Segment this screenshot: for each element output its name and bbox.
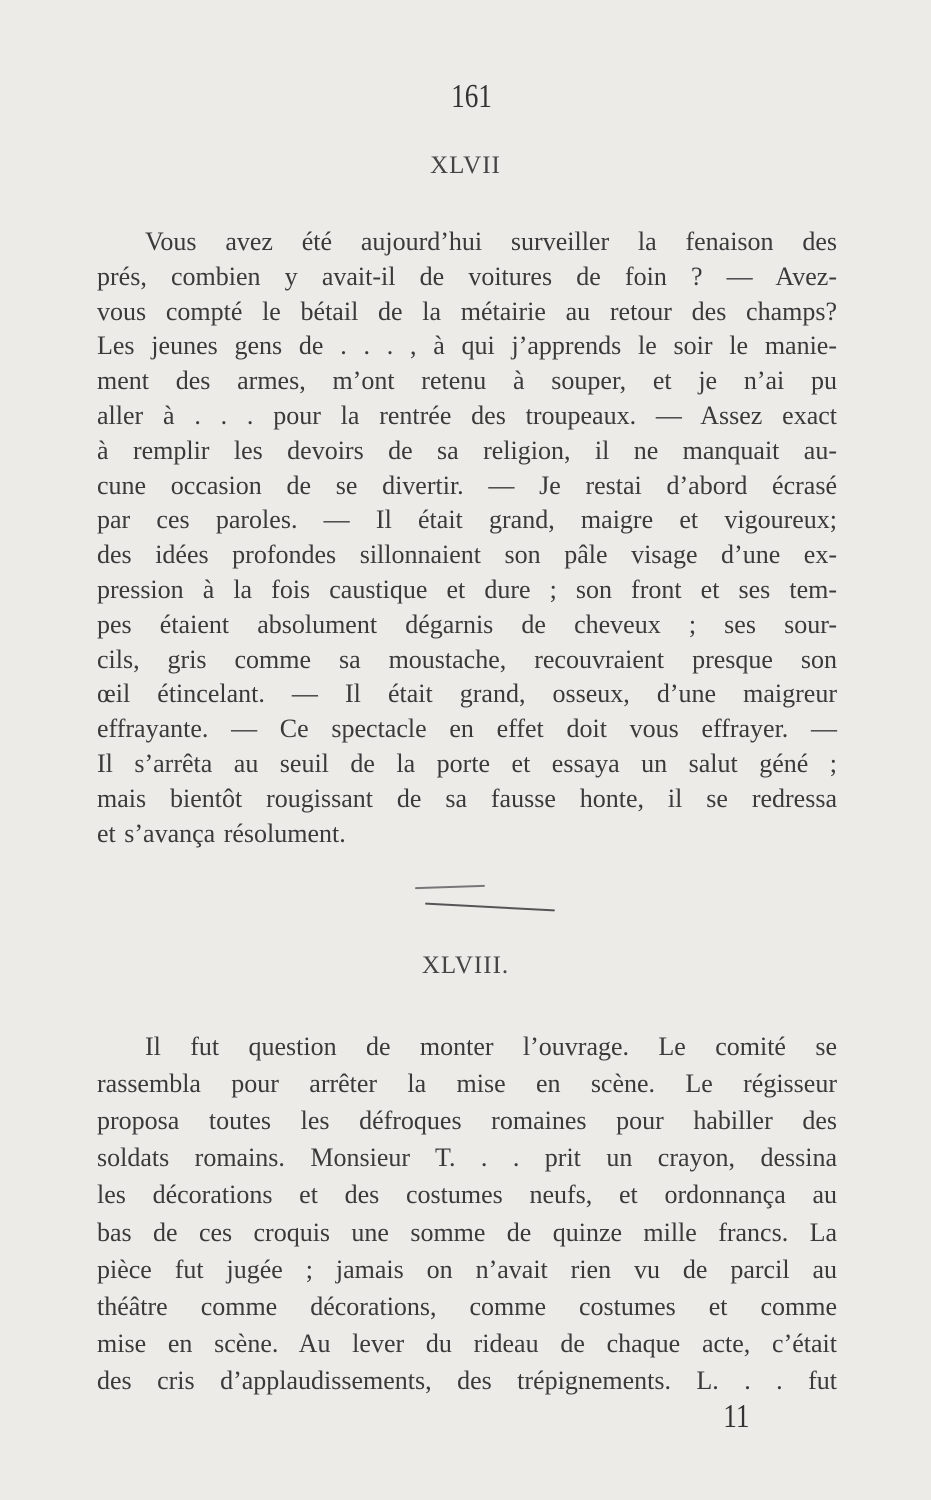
text-line: rassembla pour arrêter la mise en scène. Le régisseur — [97, 1069, 837, 1099]
text-line: à remplir les devoirs de sa religion, il ne manquait au- — [97, 435, 837, 465]
text-line: proposa toutes les défroques romaines pour habiller des — [97, 1106, 837, 1136]
signature-mark: 11 — [723, 1398, 750, 1435]
text-line: pièce fut jugée ; jamais on n’avait rien vu de parcil au — [97, 1254, 837, 1284]
text-line: cune occasion de se divertir. — Je restai d’abord écrasé — [97, 470, 837, 500]
text-line: bas de ces croquis une somme de quinze mille francs. La — [97, 1217, 837, 1247]
text-line: Il s’arrêta au seuil de la porte et essaya un salut géné ; — [97, 749, 837, 778]
text-line: des idées profondes sillonnaient son pâle visage d’une ex- — [97, 540, 837, 570]
decorative-rule — [415, 885, 485, 889]
text-line: ment des armes, m’ont retenu à souper, et je n’ai pu — [97, 366, 837, 396]
text-line: et s’avança résolument. — [97, 818, 346, 848]
text-line: cils, gris comme sa moustache, recouvraient presque son — [97, 644, 837, 674]
text-line: aller à . . . pour la rentrée des troupeaux. — Assez exact — [97, 401, 837, 430]
text-line: vous compté le bétail de la métairie au retour des champs? — [97, 296, 837, 326]
text-line: par ces paroles. — Il était grand, maigre et vigoureux; — [97, 505, 837, 535]
section-heading: XLVII — [430, 152, 501, 179]
decorative-rule — [425, 903, 555, 912]
text-line: théâtre comme décorations, comme costumes et comme — [97, 1291, 837, 1321]
section-heading: XLVIII. — [421, 952, 510, 979]
text-line: Les jeunes gens de . . . , à qui j’apprends le soir le manie- — [97, 331, 837, 361]
text-line: Il fut question de monter l’ouvrage. Le comité se — [145, 1032, 837, 1061]
text-line: œil étincelant. — Il était grand, osseux, d’une maigreur — [97, 679, 837, 709]
text-line: les décorations et des costumes neufs, et ordonnança au — [97, 1180, 837, 1210]
text-line: effrayante. — Ce spectacle en effet doit vous effrayer. — — [97, 714, 837, 744]
text-line: prés, combien y avait-il de voitures de foin ? — Avez- — [97, 261, 837, 291]
text-line: mise en scène. Au lever du rideau de chaque acte, c’était — [97, 1328, 837, 1358]
text-line: Vous avez été aujourd’hui surveiller la fenaison des — [145, 227, 837, 256]
text-line: soldats romains. Monsieur T. . . prit un crayon, dessina — [97, 1143, 837, 1173]
text-line: des cris d’applaudissements, des trépignements. L. . . fut — [97, 1365, 837, 1395]
text-line: pression à la fois caustique et dure ; son front et ses tem- — [97, 575, 837, 604]
page-number: 161 — [451, 78, 492, 115]
text-line: mais bientôt rougissant de sa fausse honte, il se redressa — [97, 783, 837, 813]
text-line: pes étaient absolument dégarnis de cheveux ; ses sour- — [97, 609, 837, 639]
